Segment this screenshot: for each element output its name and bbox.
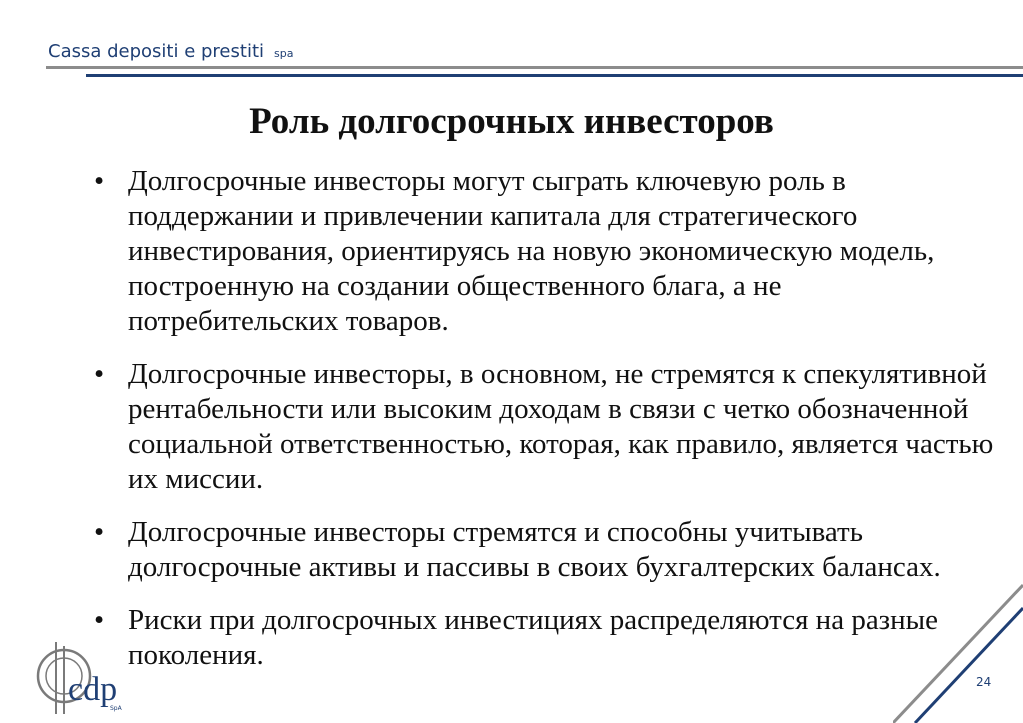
header-rule-gray: [46, 66, 1023, 69]
page-number: 24: [976, 675, 992, 689]
bullet-item: [94, 515, 994, 585]
bullet-text: Риски при долгосрочных инвестициях распределяются на разные поколения.: [128, 604, 939, 671]
brand-suffix: spa: [274, 47, 294, 60]
bullet-item: [94, 357, 994, 497]
bullet-dot: •: [94, 165, 105, 197]
bullet-dot: •: [94, 604, 105, 636]
bullet-list: [94, 164, 994, 691]
bullet-item: [94, 603, 994, 673]
header-rule-blue: [86, 74, 1023, 77]
bullet-text: Долгосрочные инвесторы стремятся и способны учитывать долгосрочные активы и пассивы в своих бухгалтерских балансах.: [128, 516, 941, 583]
bullet-text: Долгосрочные инвесторы, в основном, не стремятся к спекулятивной рентабельности или высоким доходам в связи с четко обозначенной социальной ответственностью, которая, как правило, является частью их миссии.: [128, 358, 994, 495]
bullet-dot: •: [94, 358, 105, 390]
bullet-dot: •: [94, 516, 105, 548]
bullet-item: [94, 164, 994, 339]
cdp-logo: [34, 636, 130, 720]
logo-small-text: SpA: [110, 705, 122, 712]
brand-name: [48, 41, 293, 62]
slide-title: Роль долгосрочных инвесторов: [249, 101, 774, 142]
brand-title: Cassa depositi e prestiti: [48, 41, 264, 62]
logo-text: cdp: [68, 671, 118, 708]
corner-diagonal-lines: [893, 583, 1023, 723]
bullet-text: Долгосрочные инвесторы могут сыграть ключевую роль в поддержании и привлечении капитала для стратегического инвестирования, ориентируясь на новую экономическую модель, построенную на создании общественного блага, а не потребительских товаров.: [128, 165, 935, 337]
